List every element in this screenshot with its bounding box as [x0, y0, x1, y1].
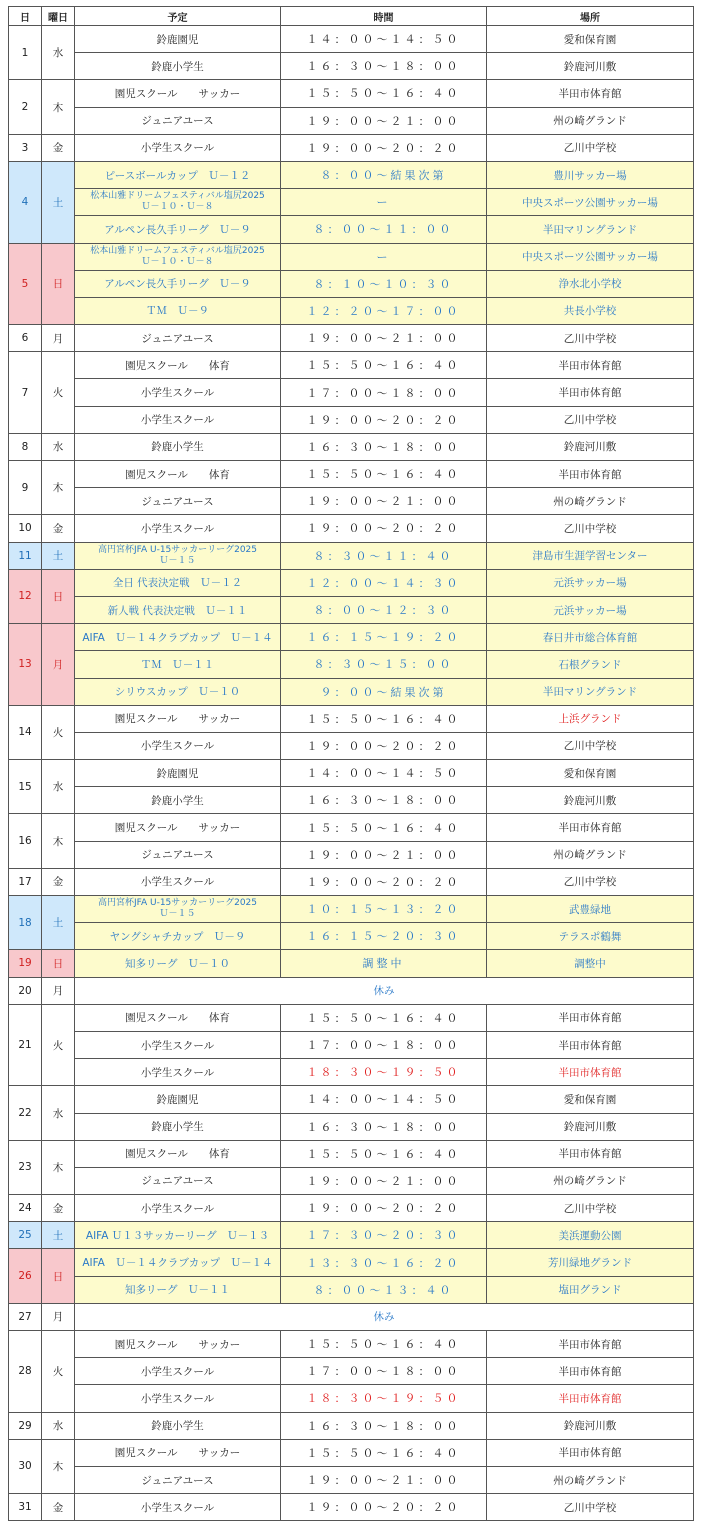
day-cell: 23	[9, 1140, 42, 1194]
time-cell: １７：００～１８：００	[281, 1358, 487, 1385]
weekday-cell: 月	[42, 624, 75, 706]
table-row	[9, 977, 694, 1004]
weekday-cell: 木	[42, 814, 75, 868]
place-cell: 中央スポーツ公園サッカー場	[487, 243, 694, 270]
table-row	[9, 379, 694, 406]
day-cell: 24	[9, 1195, 42, 1222]
place-cell: 乙川中学校	[487, 134, 694, 161]
event-cell: 園児スクール サッカー	[75, 1331, 281, 1358]
weekday-cell: 日	[42, 243, 75, 325]
table-row	[9, 1466, 694, 1493]
table-row	[9, 678, 694, 705]
time-cell: １４：００～１４：５０	[281, 760, 487, 787]
place-cell: 春日井市総合体育館	[487, 624, 694, 651]
place-cell: 乙川中学校	[487, 1195, 694, 1222]
event-cell: 鈴鹿小学生	[75, 1113, 281, 1140]
day-cell: 12	[9, 569, 42, 623]
header-row	[9, 7, 694, 26]
day-cell: 17	[9, 868, 42, 895]
place-cell: 芳川緑地グランド	[487, 1249, 694, 1276]
place-cell: 上浜グランド	[487, 705, 694, 732]
time-cell: １５：５０～１６：４０	[281, 1140, 487, 1167]
table-row	[9, 1412, 694, 1439]
table-row	[9, 216, 694, 243]
table-row	[9, 1086, 694, 1113]
table-row	[9, 1358, 694, 1385]
place-cell: 津島市生涯学習センター	[487, 542, 694, 569]
day-cell: 15	[9, 760, 42, 814]
event-cell: 全日 代表決定戦 Ｕ－１２	[75, 569, 281, 596]
table-row	[9, 1303, 694, 1330]
time-cell: １９：００～２１：００	[281, 1466, 487, 1493]
table-row	[9, 488, 694, 515]
weekday-cell: 金	[42, 868, 75, 895]
time-cell: １５：５０～１６：４０	[281, 461, 487, 488]
event-cell: ジュニアユース	[75, 325, 281, 352]
time-cell: １７：００～１８：００	[281, 1031, 487, 1058]
time-cell: １５：５０～１６：４０	[281, 814, 487, 841]
schedule-container	[8, 6, 694, 1521]
time-cell: １９：００～２０：２０	[281, 1195, 487, 1222]
event-cell: アルペン長久手リーグ Ｕ－９	[75, 216, 281, 243]
event-cell: 小学生スクール	[75, 406, 281, 433]
table-row	[9, 53, 694, 80]
table-row	[9, 1249, 694, 1276]
table-row	[9, 80, 694, 107]
table-row	[9, 189, 694, 216]
table-row	[9, 542, 694, 569]
event-cell: 鈴鹿小学生	[75, 53, 281, 80]
time-cell: ９：００～結果次第	[281, 678, 487, 705]
weekday-cell: 金	[42, 515, 75, 542]
time-cell: ８：３０～１１：４０	[281, 542, 487, 569]
day-cell: 5	[9, 243, 42, 325]
time-cell: ー	[281, 189, 487, 216]
table-row	[9, 406, 694, 433]
table-row	[9, 923, 694, 950]
table-row	[9, 515, 694, 542]
schedule-body	[9, 26, 694, 1521]
time-cell: １４：００～１４：５０	[281, 1086, 487, 1113]
day-cell: 3	[9, 134, 42, 161]
weekday-cell: 火	[42, 1331, 75, 1413]
event-cell: シリウスカップ Ｕ－１０	[75, 678, 281, 705]
table-row	[9, 1276, 694, 1303]
event-cell: 園児スクール 体育	[75, 461, 281, 488]
event-cell: ヤングシャチカップ Ｕ－９	[75, 923, 281, 950]
table-row	[9, 732, 694, 759]
event-cell: AIFA Ｕ１３サッカーリーグ Ｕ－１３	[75, 1222, 281, 1249]
event-cell: アルペン長久手リーグ Ｕ－９	[75, 270, 281, 297]
place-cell: 愛和保育園	[487, 26, 694, 53]
event-cell: 小学生スクール	[75, 1358, 281, 1385]
place-cell: 半田市体育館	[487, 80, 694, 107]
time-cell: １６：１５～２０：３０	[281, 923, 487, 950]
day-cell: 26	[9, 1249, 42, 1303]
time-cell: １８：３０～１９：５０	[281, 1059, 487, 1086]
place-cell: 調整中	[487, 950, 694, 977]
place-cell: 半田市体育館	[487, 814, 694, 841]
time-cell: １５：５０～１６：４０	[281, 1004, 487, 1031]
place-cell: 鈴鹿河川敷	[487, 433, 694, 460]
place-cell: 共長小学校	[487, 297, 694, 324]
event-cell: 小学生スクール	[75, 1385, 281, 1412]
place-cell: 豊川サッカー場	[487, 161, 694, 188]
time-cell: １２：００～１４：３０	[281, 569, 487, 596]
event-cell: ジュニアユース	[75, 488, 281, 515]
table-row	[9, 569, 694, 596]
time-cell: １９：００～２１：００	[281, 325, 487, 352]
table-row	[9, 1140, 694, 1167]
place-cell: 半田マリングランド	[487, 678, 694, 705]
table-row	[9, 325, 694, 352]
weekday-cell: 月	[42, 1303, 75, 1330]
table-row	[9, 950, 694, 977]
table-row	[9, 1167, 694, 1194]
place-cell: 愛和保育園	[487, 1086, 694, 1113]
time-cell: ８：００～１２：３０	[281, 596, 487, 623]
time-cell: １４：００～１４：５０	[281, 26, 487, 53]
place-cell: 元浜サッカー場	[487, 596, 694, 623]
place-cell: 半田市体育館	[487, 379, 694, 406]
event-cell: ジュニアユース	[75, 841, 281, 868]
table-row	[9, 1439, 694, 1466]
time-cell: １８：３０～１９：５０	[281, 1385, 487, 1412]
header-day: 日	[9, 7, 42, 26]
weekday-cell: 金	[42, 1494, 75, 1521]
table-row	[9, 1031, 694, 1058]
time-cell: １９：００～２０：２０	[281, 868, 487, 895]
day-cell: 7	[9, 352, 42, 434]
time-cell: １６：３０～１８：００	[281, 787, 487, 814]
place-cell: 元浜サッカー場	[487, 569, 694, 596]
event-cell: 園児スクール サッカー	[75, 1439, 281, 1466]
event-cell: 小学生スクール	[75, 1031, 281, 1058]
table-row	[9, 270, 694, 297]
table-row	[9, 624, 694, 651]
place-cell: 乙川中学校	[487, 406, 694, 433]
day-cell: 10	[9, 515, 42, 542]
event-cell: ピースボールカップ Ｕ－１２	[75, 161, 281, 188]
rest-cell: 休み	[75, 977, 694, 1004]
weekday-cell: 土	[42, 542, 75, 569]
time-cell: １９：００～２１：００	[281, 107, 487, 134]
header-place: 場所	[487, 7, 694, 26]
table-row	[9, 161, 694, 188]
place-cell: 鈴鹿河川敷	[487, 1412, 694, 1439]
event-cell: ジュニアユース	[75, 1466, 281, 1493]
day-cell: 18	[9, 896, 42, 950]
weekday-cell: 金	[42, 134, 75, 161]
weekday-cell: 水	[42, 760, 75, 814]
event-cell: 小学生スクール	[75, 515, 281, 542]
table-row	[9, 705, 694, 732]
time-cell: １９：００～２１：００	[281, 1167, 487, 1194]
place-cell: 州の崎グランド	[487, 1466, 694, 1493]
weekday-cell: 水	[42, 1412, 75, 1439]
event-cell: 園児スクール 体育	[75, 1140, 281, 1167]
weekday-cell: 土	[42, 161, 75, 243]
time-cell: １５：５０～１６：４０	[281, 80, 487, 107]
place-cell: 乙川中学校	[487, 1494, 694, 1521]
table-row	[9, 760, 694, 787]
place-cell: 半田市体育館	[487, 1031, 694, 1058]
place-cell: 美浜運動公園	[487, 1222, 694, 1249]
day-cell: 19	[9, 950, 42, 977]
place-cell: 鈴鹿河川敷	[487, 787, 694, 814]
day-cell: 27	[9, 1303, 42, 1330]
place-cell: テラスポ鶴舞	[487, 923, 694, 950]
event-cell: 知多リーグ Ｕ－１１	[75, 1276, 281, 1303]
table-row	[9, 1004, 694, 1031]
weekday-cell: 月	[42, 977, 75, 1004]
weekday-cell: 火	[42, 705, 75, 759]
event-cell: 小学生スクール	[75, 1494, 281, 1521]
weekday-cell: 水	[42, 433, 75, 460]
event-cell: 小学生スクール	[75, 732, 281, 759]
time-cell: １７：３０～２０：３０	[281, 1222, 487, 1249]
table-row	[9, 297, 694, 324]
table-row	[9, 1494, 694, 1521]
event-cell: 小学生スクール	[75, 134, 281, 161]
header-event: 予定	[75, 7, 281, 26]
place-cell: 半田市体育館	[487, 1358, 694, 1385]
event-cell: ＴＭ Ｕ－１１	[75, 651, 281, 678]
event-cell: 園児スクール 体育	[75, 1004, 281, 1031]
weekday-cell: 日	[42, 1249, 75, 1303]
place-cell: 乙川中学校	[487, 325, 694, 352]
place-cell: 鈴鹿河川敷	[487, 1113, 694, 1140]
time-cell: ８：００～１１：００	[281, 216, 487, 243]
time-cell: １５：５０～１６：４０	[281, 1439, 487, 1466]
place-cell: 浄水北小学校	[487, 270, 694, 297]
event-cell: 小学生スクール	[75, 379, 281, 406]
day-cell: 8	[9, 433, 42, 460]
table-row	[9, 814, 694, 841]
place-cell: 乙川中学校	[487, 732, 694, 759]
place-cell: 愛和保育園	[487, 760, 694, 787]
event-cell: 小学生スクール	[75, 1195, 281, 1222]
table-row	[9, 243, 694, 270]
event-cell: 園児スクール サッカー	[75, 814, 281, 841]
time-cell: １９：００～２０：２０	[281, 134, 487, 161]
weekday-cell: 月	[42, 325, 75, 352]
weekday-cell: 水	[42, 1086, 75, 1140]
event-cell: 小学生スクール	[75, 1059, 281, 1086]
table-row	[9, 1113, 694, 1140]
event-cell: ジュニアユース	[75, 1167, 281, 1194]
time-cell: ８：３０～１５：００	[281, 651, 487, 678]
weekday-cell: 木	[42, 1439, 75, 1493]
time-cell: １６：３０～１８：００	[281, 1412, 487, 1439]
event-cell: 新人戦 代表決定戦 Ｕ－１１	[75, 596, 281, 623]
table-row	[9, 787, 694, 814]
day-cell: 22	[9, 1086, 42, 1140]
time-cell: １９：００～２０：２０	[281, 732, 487, 759]
day-cell: 4	[9, 161, 42, 243]
time-cell: １９：００～２１：００	[281, 841, 487, 868]
event-cell: 鈴鹿小学生	[75, 1412, 281, 1439]
header-weekday: 曜日	[42, 7, 75, 26]
day-cell: 9	[9, 461, 42, 515]
place-cell: 半田市体育館	[487, 461, 694, 488]
day-cell: 13	[9, 624, 42, 706]
place-cell: 州の崎グランド	[487, 107, 694, 134]
place-cell: 半田マリングランド	[487, 216, 694, 243]
table-row	[9, 1059, 694, 1086]
day-cell: 11	[9, 542, 42, 569]
time-cell: 調整中	[281, 950, 487, 977]
time-cell: １５：５０～１６：４０	[281, 705, 487, 732]
time-cell: ８：００～１３：４０	[281, 1276, 487, 1303]
event-cell: 鈴鹿園児	[75, 1086, 281, 1113]
place-cell: 半田市体育館	[487, 1004, 694, 1031]
day-cell: 20	[9, 977, 42, 1004]
event-cell: ジュニアユース	[75, 107, 281, 134]
event-cell: 鈴鹿小学生	[75, 787, 281, 814]
place-cell: 州の崎グランド	[487, 841, 694, 868]
place-cell: 鈴鹿河川敷	[487, 53, 694, 80]
table-row	[9, 26, 694, 53]
weekday-cell: 土	[42, 896, 75, 950]
table-row	[9, 1385, 694, 1412]
table-row	[9, 1195, 694, 1222]
table-row	[9, 433, 694, 460]
day-cell: 14	[9, 705, 42, 759]
day-cell: 29	[9, 1412, 42, 1439]
event-cell: 園児スクール サッカー	[75, 80, 281, 107]
event-cell: 鈴鹿園児	[75, 26, 281, 53]
day-cell: 6	[9, 325, 42, 352]
table-row	[9, 651, 694, 678]
time-cell: １９：００～２０：２０	[281, 1494, 487, 1521]
time-cell: １６：１５～１９：２０	[281, 624, 487, 651]
time-cell: １７：００～１８：００	[281, 379, 487, 406]
place-cell: 中央スポーツ公園サッカー場	[487, 189, 694, 216]
event-cell: 松本山雅ドリームフェスティバル塩尻2025 Ｕ－１０・Ｕ－８	[75, 243, 281, 270]
place-cell: 塩田グランド	[487, 1276, 694, 1303]
event-cell: AIFA Ｕ－１４クラブカップ Ｕ－１４	[75, 624, 281, 651]
place-cell: 州の崎グランド	[487, 1167, 694, 1194]
weekday-cell: 日	[42, 569, 75, 623]
event-cell: 鈴鹿小学生	[75, 433, 281, 460]
header-time: 時間	[281, 7, 487, 26]
day-cell: 1	[9, 26, 42, 80]
event-cell: AIFA Ｕ－１４クラブカップ Ｕ－１４	[75, 1249, 281, 1276]
place-cell: 半田市体育館	[487, 1059, 694, 1086]
event-cell: 松本山雅ドリームフェスティバル塩尻2025 Ｕ－１０・Ｕ－８	[75, 189, 281, 216]
table-row	[9, 134, 694, 161]
table-row	[9, 841, 694, 868]
time-cell: １５：５０～１６：４０	[281, 1331, 487, 1358]
place-cell: 半田市体育館	[487, 1385, 694, 1412]
time-cell: １３：３０～１６：２０	[281, 1249, 487, 1276]
table-row	[9, 1331, 694, 1358]
place-cell: 乙川中学校	[487, 515, 694, 542]
time-cell: ８：１０～１０：３０	[281, 270, 487, 297]
event-cell: 高円宮杯JFA U-15サッカーリーグ2025 Ｕ－１５	[75, 542, 281, 569]
table-row	[9, 461, 694, 488]
time-cell: １５：５０～１６：４０	[281, 352, 487, 379]
time-cell: ー	[281, 243, 487, 270]
time-cell: １６：３０～１８：００	[281, 1113, 487, 1140]
table-row	[9, 107, 694, 134]
weekday-cell: 金	[42, 1195, 75, 1222]
place-cell: 半田市体育館	[487, 1439, 694, 1466]
place-cell: 乙川中学校	[487, 868, 694, 895]
time-cell: １０：１５～１３：２０	[281, 896, 487, 923]
time-cell: １６：３０～１８：００	[281, 53, 487, 80]
place-cell: 半田市体育館	[487, 1331, 694, 1358]
event-cell: 高円宮杯JFA U-15サッカーリーグ2025 Ｕ－１５	[75, 896, 281, 923]
event-cell: ＴＭ Ｕ－９	[75, 297, 281, 324]
rest-cell: 休み	[75, 1303, 694, 1330]
time-cell: １２：２０～１７：００	[281, 297, 487, 324]
day-cell: 30	[9, 1439, 42, 1493]
place-cell: 州の崎グランド	[487, 488, 694, 515]
weekday-cell: 木	[42, 80, 75, 134]
weekday-cell: 木	[42, 1140, 75, 1194]
event-cell: 小学生スクール	[75, 868, 281, 895]
time-cell: ８：００～結果次第	[281, 161, 487, 188]
table-row	[9, 596, 694, 623]
place-cell: 武豊緑地	[487, 896, 694, 923]
day-cell: 2	[9, 80, 42, 134]
place-cell: 半田市体育館	[487, 1140, 694, 1167]
weekday-cell: 木	[42, 461, 75, 515]
event-cell: 園児スクール 体育	[75, 352, 281, 379]
schedule-table	[8, 6, 694, 1521]
weekday-cell: 水	[42, 26, 75, 80]
table-row	[9, 1222, 694, 1249]
day-cell: 25	[9, 1222, 42, 1249]
day-cell: 21	[9, 1004, 42, 1086]
table-row	[9, 352, 694, 379]
weekday-cell: 火	[42, 352, 75, 434]
time-cell: １９：００～２０：２０	[281, 406, 487, 433]
day-cell: 31	[9, 1494, 42, 1521]
table-row	[9, 896, 694, 923]
place-cell: 石根グランド	[487, 651, 694, 678]
time-cell: １６：３０～１８：００	[281, 433, 487, 460]
time-cell: １９：００～２１：００	[281, 488, 487, 515]
weekday-cell: 日	[42, 950, 75, 977]
event-cell: 知多リーグ Ｕ－１０	[75, 950, 281, 977]
weekday-cell: 土	[42, 1222, 75, 1249]
event-cell: 鈴鹿園児	[75, 760, 281, 787]
place-cell: 半田市体育館	[487, 352, 694, 379]
day-cell: 28	[9, 1331, 42, 1413]
weekday-cell: 火	[42, 1004, 75, 1086]
day-cell: 16	[9, 814, 42, 868]
table-row	[9, 868, 694, 895]
time-cell: １９：００～２０：２０	[281, 515, 487, 542]
event-cell: 園児スクール サッカー	[75, 705, 281, 732]
